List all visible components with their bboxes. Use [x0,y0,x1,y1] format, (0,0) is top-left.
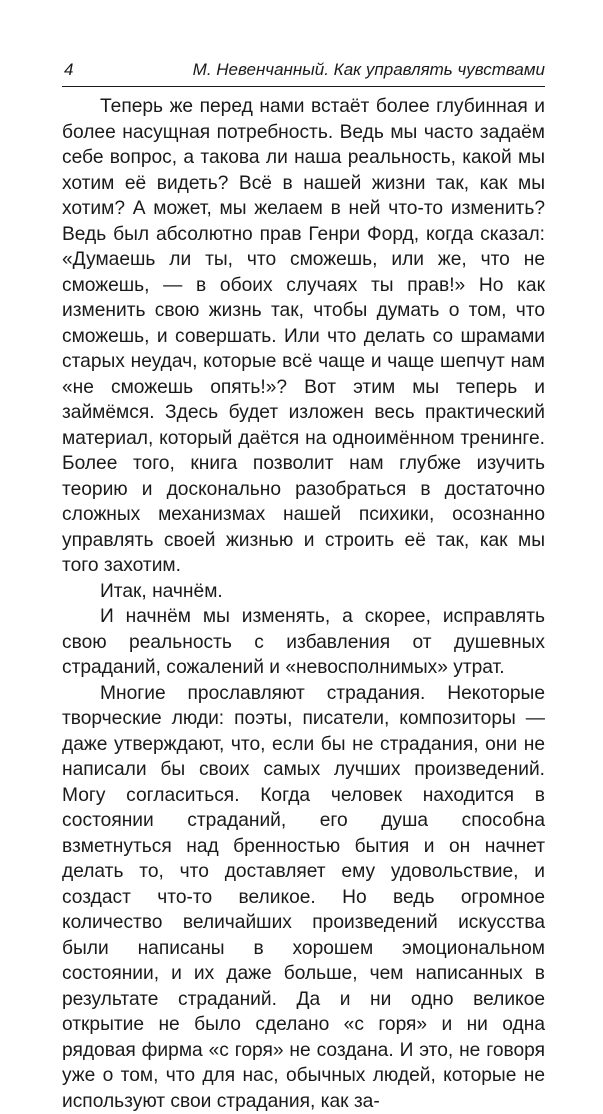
paragraph-suffering: Многие прославляют страдания. Некоторые творческие люди: поэты, писатели, композиторы — даже утверждают, что, если бы не страдания, они не написали бы своих самых лучших произведений. Могу согласиться. Когда человек находится в состоянии страданий, его душа способна взметнуться над бренностью бытия и он начнет делать то, что доставляет ему удовольствие, и создаст что-то великое. Но ведь огромное количество величайших произведений искусства были написаны в хорошем эмоциональном состоянии, и их даже больше, чем написанных в результате страданий. Да и ни одно великое открытие не было сделано «с горя» и ни одна рядовая фирма «с горя» не создана. И это, не говоря уже о том, что для нас, обычных людей, которые не используют свои страдания, как за- [62,681,545,1114]
page-number: 4 [64,60,73,80]
body-text [62,94,545,1114]
paragraph-begin-change: И начнём мы изменять, а скорее, исправлять свою реальность с избавления от душевных страданий, сожалений и «невосполнимых» утрат. [62,604,545,681]
running-title: М. Невенчанный. Как управлять чувствами [193,60,545,80]
paragraph-start: Итак, начнём. [62,579,545,605]
running-header [62,56,545,87]
paragraph-intro: Теперь же перед нами встаёт более глубинная и более насущная потребность. Ведь мы часто задаём себе вопрос, а такова ли наша реальность, какой мы хотим её видеть? Всё в нашей жизни так, как мы хотим? А может, мы желаем в ней что-то изменить? Ведь был абсолютно прав Генри Форд, когда сказал: «Думаешь ли ты, что сможешь, или же, что не сможешь, — в обоих случаях ты прав!» Но как изменить свою жизнь так, чтобы думать о том, что сможешь, и совершать. Или что делать со шрамами старых неудач, которые всё чаще и чаще шепчут нам «не сможешь опять!»? Вот этим мы теперь и займёмся. Здесь будет изложен весь практический материал, который даётся на одноимённом тренинге. Более того, книга позволит нам глубже изучить теорию и досконально разобраться в достаточно сложных механизмах нашей психики, осознанно управлять своей жизнью и строить её так, как мы того захотим. [62,94,545,579]
